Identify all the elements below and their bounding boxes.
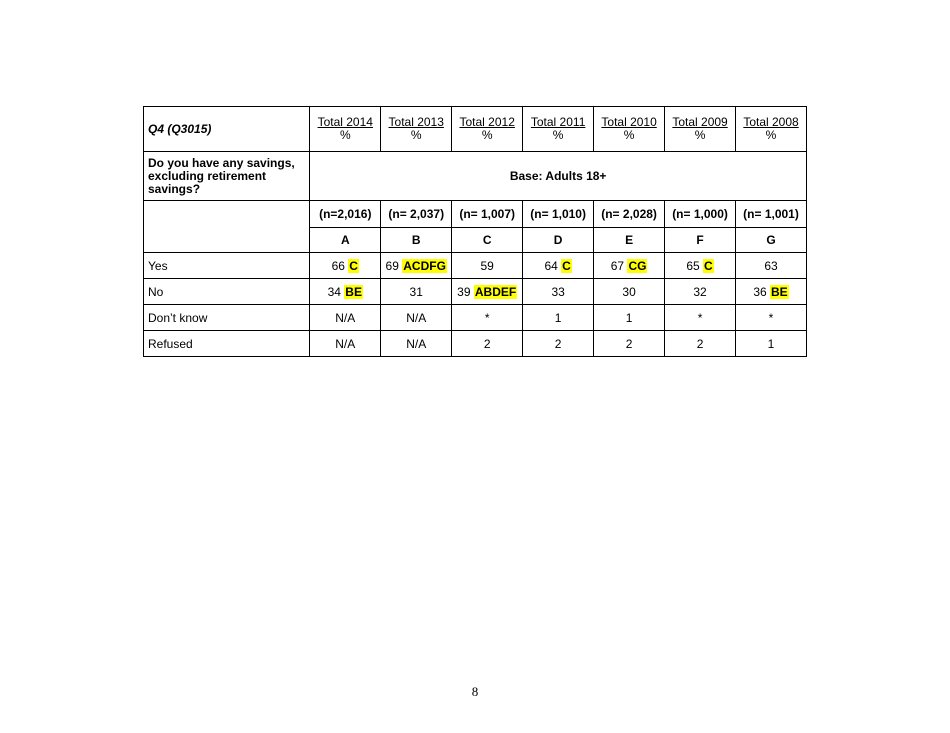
data-cell	[310, 253, 381, 279]
data-cell	[523, 279, 594, 305]
column-header	[310, 107, 381, 152]
column-letter: E	[594, 228, 665, 253]
cell-value: 65	[686, 258, 700, 273]
column-letter: B	[381, 228, 452, 253]
data-cell	[523, 331, 594, 357]
cell-value: N/A	[335, 336, 356, 351]
table-row	[144, 253, 807, 279]
sample-size: (n= 1,001)	[736, 201, 807, 228]
data-cell	[665, 331, 736, 357]
page-number: 8	[471, 684, 479, 699]
sample-size: (n= 1,007)	[452, 201, 523, 228]
data-cell	[665, 253, 736, 279]
column-header	[736, 107, 807, 152]
column-header	[665, 107, 736, 152]
significance-marker: CG	[628, 258, 647, 273]
significance-marker: BE	[771, 284, 788, 299]
sample-size: (n= 1,010)	[523, 201, 594, 228]
cell-value: 39	[457, 284, 471, 299]
row-label: Yes	[144, 253, 310, 279]
row-label: Refused	[144, 331, 310, 357]
data-cell	[594, 331, 665, 357]
significance-marker: ACDFG	[403, 258, 446, 273]
data-cell	[736, 253, 807, 279]
significance-marker: C	[704, 258, 713, 273]
column-header	[594, 107, 665, 152]
column-letter: A	[310, 228, 381, 253]
table-row	[144, 279, 807, 305]
data-cell	[381, 279, 452, 305]
significance-marker: C	[562, 258, 571, 273]
column-year: Total 2011	[530, 115, 586, 129]
question-row	[144, 152, 807, 201]
column-letter: F	[665, 228, 736, 253]
data-cell	[665, 279, 736, 305]
savings-table	[143, 106, 807, 357]
significance-marker: BE	[345, 284, 362, 299]
cell-value: N/A	[406, 336, 427, 351]
table-row	[144, 305, 807, 331]
column-header	[523, 107, 594, 152]
cell-value: 34	[327, 284, 341, 299]
data-cell	[736, 331, 807, 357]
sample-size: (n= 2,028)	[594, 201, 665, 228]
data-cell	[594, 305, 665, 331]
data-cell	[523, 253, 594, 279]
cell-value: 69	[385, 258, 399, 273]
column-header	[381, 107, 452, 152]
sample-size: (n=2,016)	[310, 201, 381, 228]
data-cell	[523, 305, 594, 331]
data-cell	[736, 279, 807, 305]
table-row	[144, 331, 807, 357]
page-content	[143, 106, 807, 357]
data-cell	[452, 305, 523, 331]
column-header	[452, 107, 523, 152]
row-label: No	[144, 279, 310, 305]
cell-value: N/A	[406, 310, 427, 325]
row-label: Don’t know	[144, 305, 310, 331]
column-unit: %	[481, 128, 493, 142]
header-row	[144, 107, 807, 152]
question-text: Do you have any savings, excluding retirement savings?	[144, 152, 310, 201]
sample-size: (n= 1,000)	[665, 201, 736, 228]
cell-value: *	[484, 310, 490, 325]
data-cell	[665, 305, 736, 331]
cell-value: 31	[409, 284, 423, 299]
cell-value: 1	[767, 336, 775, 351]
cell-value: 2	[625, 336, 633, 351]
significance-marker: ABDEF	[474, 284, 517, 299]
empty-cell	[144, 201, 310, 253]
column-unit: %	[623, 128, 635, 142]
question-id: Q4 (Q3015)	[144, 107, 310, 152]
sample-size-row	[144, 201, 807, 228]
data-cell	[594, 253, 665, 279]
significance-marker: C	[349, 258, 358, 273]
column-letter: D	[523, 228, 594, 253]
cell-value: 2	[696, 336, 704, 351]
data-cell	[310, 279, 381, 305]
data-cell	[452, 279, 523, 305]
data-cell	[452, 331, 523, 357]
column-unit: %	[410, 128, 422, 142]
cell-value: 63	[764, 258, 778, 273]
cell-value: 33	[551, 284, 565, 299]
data-cell	[452, 253, 523, 279]
cell-value: 64	[544, 258, 558, 273]
data-cell	[381, 305, 452, 331]
base-label: Base: Adults 18+	[310, 152, 807, 201]
column-year: Total 2008	[743, 115, 799, 129]
column-unit: %	[552, 128, 564, 142]
column-letter: C	[452, 228, 523, 253]
cell-value: 66	[331, 258, 345, 273]
cell-value: 59	[480, 258, 494, 273]
column-year: Total 2010	[601, 115, 657, 129]
cell-value: 1	[625, 310, 633, 325]
data-cell	[736, 305, 807, 331]
cell-value: 32	[693, 284, 707, 299]
data-cell	[594, 279, 665, 305]
column-year: Total 2013	[388, 115, 444, 129]
cell-value: *	[768, 310, 774, 325]
column-unit: %	[339, 128, 351, 142]
column-unit: %	[765, 128, 777, 142]
sample-size: (n= 2,037)	[381, 201, 452, 228]
column-year: Total 2012	[459, 115, 515, 129]
cell-value: 2	[483, 336, 491, 351]
cell-value: *	[697, 310, 703, 325]
column-year: Total 2014	[317, 115, 373, 129]
cell-value: 1	[554, 310, 562, 325]
column-unit: %	[694, 128, 706, 142]
column-letter: G	[736, 228, 807, 253]
cell-value: 30	[622, 284, 636, 299]
cell-value: N/A	[335, 310, 356, 325]
cell-value: 36	[753, 284, 767, 299]
data-cell	[381, 253, 452, 279]
data-cell	[310, 331, 381, 357]
cell-value: 67	[610, 258, 625, 273]
data-cell	[381, 331, 452, 357]
cell-value: 2	[554, 336, 562, 351]
data-cell	[310, 305, 381, 331]
column-year: Total 2009	[672, 115, 728, 129]
